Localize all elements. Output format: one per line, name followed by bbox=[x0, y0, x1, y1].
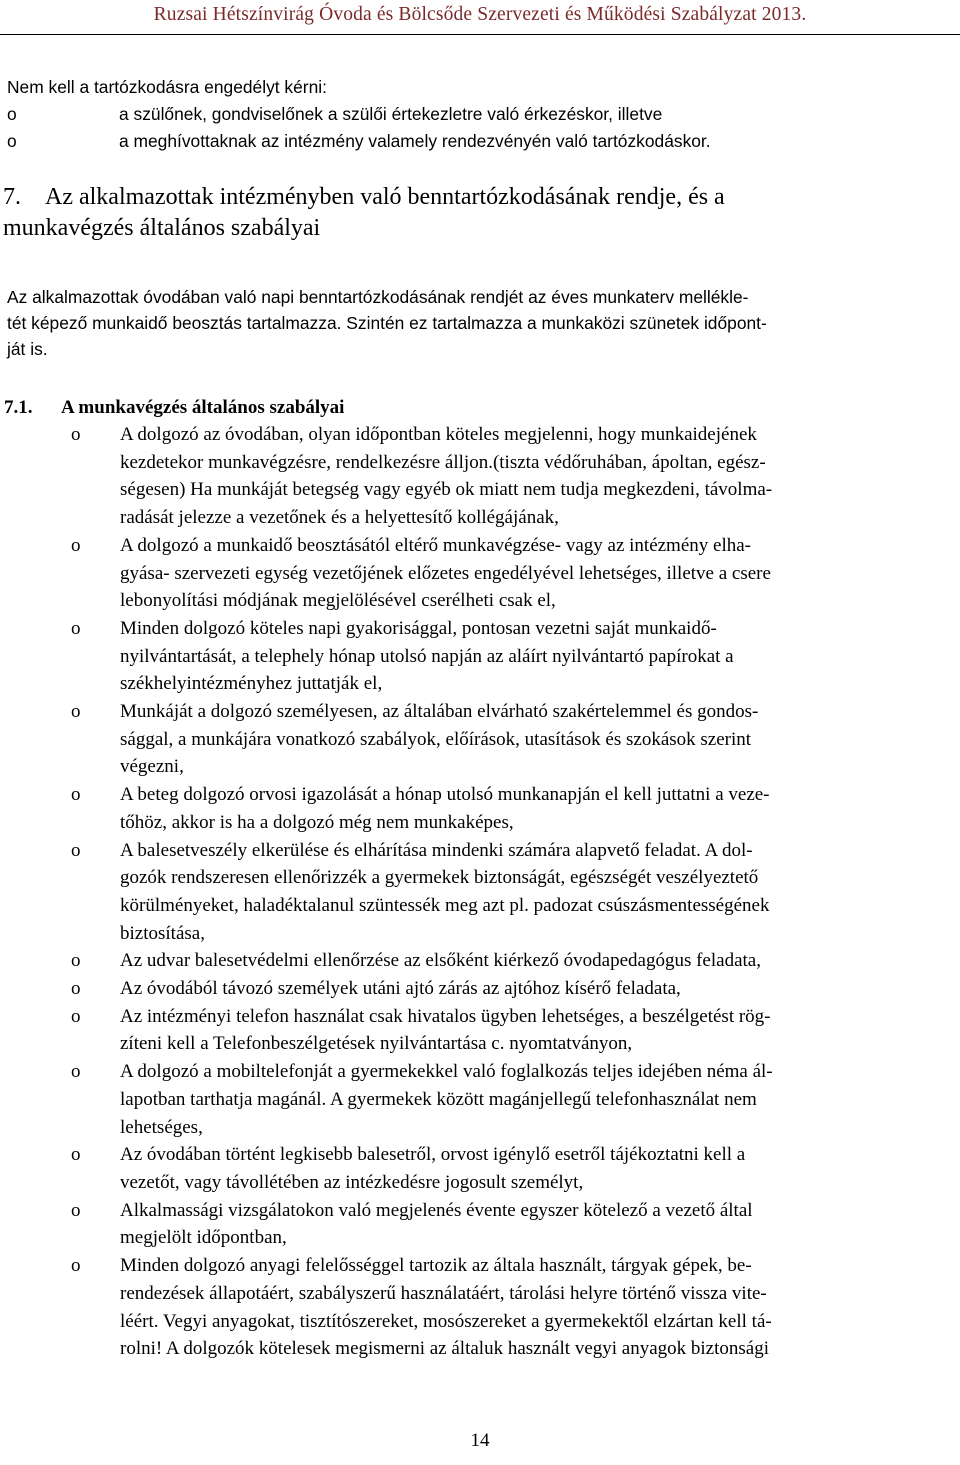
list-item-line: Az intézményi telefon használat csak hivatalos ügyben lehetséges, a beszélgetést rög- bbox=[120, 1005, 771, 1027]
list-item bbox=[0, 421, 960, 532]
list-item bbox=[0, 1252, 960, 1363]
list-item bbox=[0, 615, 960, 698]
list-item-line: Az óvodában történt legkisebb balesetről, orvost igénylő esetről tájékoztatni kell a bbox=[120, 1144, 746, 1166]
list-item-line: lapotban tarthatja magánál. A gyermekek között magánjellegű telefonhasználat nem bbox=[120, 1088, 757, 1110]
list-item-line: Az udvar balesetvédelmi ellenőrzése az elsőként kiérkező óvodapedagógus feladata, bbox=[120, 950, 761, 972]
section-title-line: Az alkalmazottak intézményben való benntartózkodásának rendje, és a bbox=[45, 184, 725, 210]
document-header: Ruzsai Hétszínvirág Óvoda és Bölcsőde Szervezeti és Működési Szabályzat 2013. bbox=[153, 4, 807, 25]
bullet-icon: o bbox=[7, 104, 17, 124]
bullet-icon: o bbox=[71, 701, 81, 723]
list-item bbox=[0, 1003, 960, 1058]
list-item-line: A balesetveszély elkerülése és elhárítása mindenki számára alapvető feladat. A dol- bbox=[120, 839, 753, 861]
section-7-1-heading bbox=[4, 394, 344, 422]
header-divider bbox=[0, 34, 960, 35]
list-item-line: ségesen) Ha munkáját betegség vagy egyéb ok miatt nem tudja megkezdeni, távolma- bbox=[120, 479, 773, 501]
list-item-line: tőhöz, akkor is ha a dolgozó még nem munkaképes, bbox=[120, 811, 514, 833]
bullet-icon: o bbox=[71, 1061, 81, 1083]
list-item-line: sággal, a munkájára vonatkozó szabályok, előírások, utasítások és szokások szerint bbox=[120, 728, 752, 750]
list-item bbox=[0, 698, 960, 781]
list-item-line: rendezések állapotáért, szabályszerű használatáért, tárolási helyre történő vissza vite- bbox=[120, 1282, 767, 1304]
list-item-line: A dolgozó a munkaidő beosztásától eltérő munkavégzése- vagy az intézmény elha- bbox=[120, 534, 751, 556]
bullet-icon: o bbox=[71, 617, 81, 639]
intro-item-text: a meghívottaknak az intézmény valamely rendezvényén való tartózkodáskor. bbox=[119, 131, 711, 151]
list-item bbox=[0, 837, 960, 948]
list-item-line: Minden dolgozó köteles napi gyakorisággal, pontosan vezetni saját munkaidő- bbox=[120, 617, 717, 639]
bullet-icon: o bbox=[71, 784, 81, 806]
bullet-icon: o bbox=[71, 978, 81, 1000]
bullet-icon: o bbox=[71, 1255, 81, 1277]
list-item-line: léért. Vegyi anyagokat, tisztítószereket, mosószereket a gyermekektől elzártan kell tá- bbox=[120, 1310, 772, 1332]
list-item-line: Minden dolgozó anyagi felelősséggel tartozik az általa használt, tárgyak gépek, be- bbox=[120, 1255, 752, 1277]
paragraph-line: tét képező munkaidő beosztás tartalmazza. Szintén ez tartalmazza a munkaközi szünetek időpont- bbox=[7, 313, 767, 333]
section-number: 7.1. bbox=[4, 397, 33, 418]
bullet-icon: o bbox=[71, 1144, 81, 1166]
list-item bbox=[0, 1058, 960, 1141]
list-item-line: biztosítása, bbox=[120, 922, 205, 944]
section-title-line: munkavégzés általános szabályai bbox=[3, 215, 321, 241]
bullet-icon: o bbox=[71, 950, 81, 972]
list-item bbox=[7, 128, 952, 155]
section-title: A munkavégzés általános szabályai bbox=[61, 397, 345, 418]
intro-lead: Nem kell a tartózkodásra engedélyt kérni: bbox=[7, 77, 327, 97]
list-item-line: A dolgozó a mobiltelefonját a gyermekekkel való foglalkozás teljes idejében néma ál- bbox=[120, 1061, 773, 1083]
list-item-line: körülményeket, haladéktalanul szüntessék meg azt pl. padozat csúszásmentességének bbox=[120, 894, 770, 916]
section-7-heading bbox=[3, 182, 938, 244]
list-item-line: A beteg dolgozó orvosi igazolását a hónap utolsó munkanapján el kell juttatni a veze- bbox=[120, 784, 770, 806]
bullet-icon: o bbox=[71, 1199, 81, 1221]
list-item-line: rolni! A dolgozók kötelesek megismerni az általuk használt vegyi anyagok biztonsági bbox=[120, 1338, 769, 1360]
bullet-icon: o bbox=[71, 424, 81, 445]
section-number: 7. bbox=[3, 184, 21, 210]
list-item-line: Az óvodából távozó személyek utáni ajtó zárás az ajtóhoz kísérő feladata, bbox=[120, 978, 681, 1000]
section-7-paragraph bbox=[7, 284, 952, 362]
rules-list bbox=[0, 421, 960, 1363]
bullet-icon: o bbox=[7, 131, 17, 151]
list-item-line: gyása- szervezeti egység vezetőjének előzetes engedélyével lehetséges, illetve a csere bbox=[120, 562, 771, 584]
paragraph-line: Az alkalmazottak óvodában való napi benntartózkodásának rendjét az éves munkaterv mellékle- bbox=[7, 287, 749, 307]
list-item-line: zíteni kell a Telefonbeszélgetések nyilvántartása c. nyomtatványon, bbox=[120, 1033, 633, 1055]
list-item bbox=[0, 1141, 960, 1196]
list-item-line: gozók rendszeresen ellenőrizzék a gyermekek biztonságát, egészségét veszélyeztető bbox=[120, 867, 759, 889]
list-item-line: lebonyolítási módjának megjelölésével cserélheti csak el, bbox=[120, 590, 556, 612]
list-item-line: székhelyintézményhez juttatják el, bbox=[120, 673, 383, 695]
list-item-line: megjelölt időpontban, bbox=[120, 1227, 287, 1249]
list-item-line: nyilvántartását, a telephely hónap utolsó napján az aláírt nyilvántartó papírokat a bbox=[120, 645, 734, 667]
list-item bbox=[0, 947, 960, 975]
paragraph-line: ját is. bbox=[7, 339, 48, 359]
list-item bbox=[0, 1197, 960, 1252]
bullet-icon: o bbox=[71, 839, 81, 861]
list-item bbox=[0, 532, 960, 615]
list-item bbox=[0, 781, 960, 836]
list-item-line: kezdetekor munkavégzésre, rendelkezésre álljon.(tiszta védőruhában, ápoltan, egész- bbox=[120, 451, 766, 473]
list-item bbox=[0, 975, 960, 1003]
bullet-icon: o bbox=[71, 534, 81, 556]
list-item-line: Munkáját a dolgozó személyesen, az általában elvárható szakértelemmel és gondos- bbox=[120, 701, 759, 723]
list-item-line: Alkalmassági vizsgálatokon való megjelenés évente egyszer kötelező a vezető által bbox=[120, 1199, 753, 1221]
list-item-line: végezni, bbox=[120, 756, 184, 778]
bullet-icon: o bbox=[71, 1005, 81, 1027]
intro-block bbox=[7, 74, 952, 155]
list-item-line: vezetőt, vagy távollétében az intézkedésre jogosult személyt, bbox=[120, 1171, 584, 1193]
list-item bbox=[7, 101, 952, 128]
list-item-line: radását jelezze a vezetőnek és a helyettesítő kollégájának, bbox=[120, 507, 559, 529]
page-number: 14 bbox=[470, 1430, 490, 1451]
intro-item-text: a szülőnek, gondviselőnek a szülői értekezletre való érkezéskor, illetve bbox=[119, 104, 663, 124]
list-item-line: A dolgozó az óvodában, olyan időpontban köteles megjelenni, hogy munkaidejének bbox=[120, 424, 757, 445]
list-item-line: lehetséges, bbox=[120, 1116, 203, 1138]
